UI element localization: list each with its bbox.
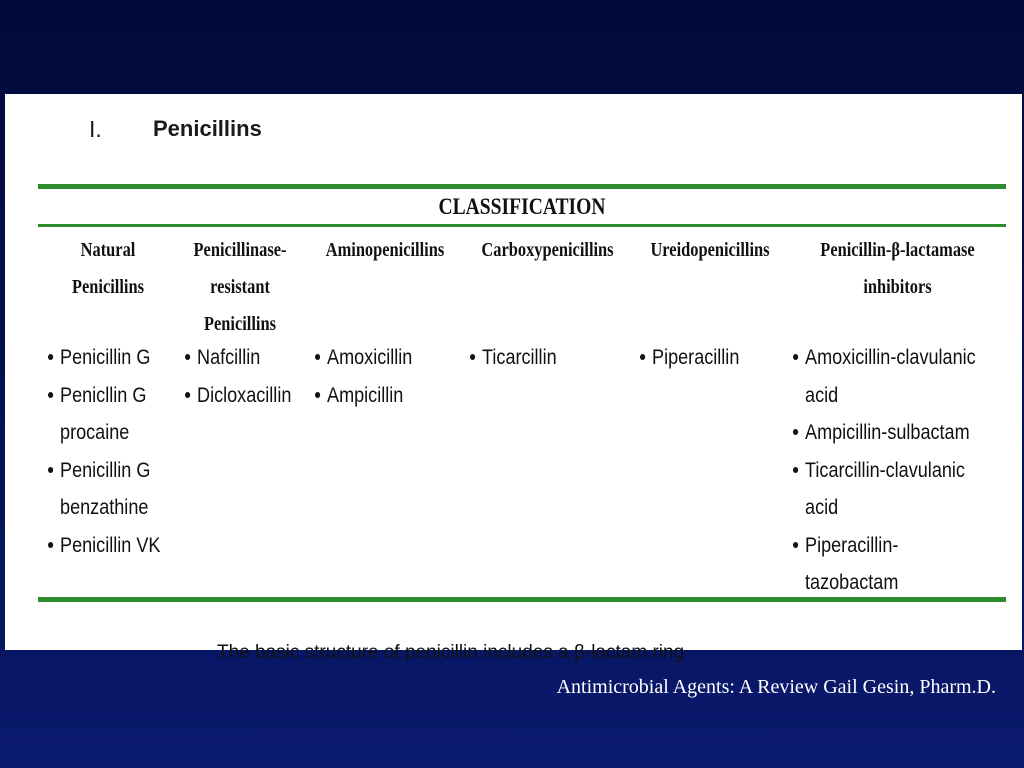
aminopenicillins-list <box>315 339 412 414</box>
column-header-carboxypenicillins: Carboxypenicillins <box>481 239 614 261</box>
list-item: Penicllin G procaine <box>48 377 160 452</box>
list-item: Penicillin G benzathine <box>48 452 160 527</box>
column-header-beta-lactamase-inhibitors: Penicillin-β-lactamase inhibitors <box>820 239 975 298</box>
cut-off-text: The basic structure of penicillin includes a β-lactam ring <box>217 642 685 663</box>
section-number: I. <box>89 116 102 142</box>
section-title: Penicillins <box>153 116 262 141</box>
classification-heading: CLASSIFICATION <box>438 194 606 219</box>
list-item: Amoxicillin-clavulanic acid <box>793 339 976 414</box>
ureidopenicillins-list <box>640 339 739 377</box>
list-item: Ticarcillin-clavulanic acid <box>793 452 976 527</box>
list-item: Ticarcillin <box>470 339 557 377</box>
column-header-aminopenicillins: Aminopenicillins <box>325 239 445 261</box>
list-item: Piperacillin <box>640 339 739 377</box>
list-item: Piperacillin- tazobactam <box>793 527 976 602</box>
list-item: Dicloxacillin <box>185 377 291 415</box>
header-rule <box>38 224 1006 227</box>
column-header-natural: Natural Penicillins <box>71 239 144 298</box>
beta-lactamase-inhibitors-list <box>793 339 976 602</box>
list-item: Amoxicillin <box>315 339 412 377</box>
natural-penicillins-list <box>48 339 160 564</box>
bottom-rule <box>38 597 1006 602</box>
list-item: Penicillin VK <box>48 527 160 565</box>
penicillinase-resistant-list <box>185 339 291 414</box>
list-item: Nafcillin <box>185 339 291 377</box>
carboxypenicillins-list <box>470 339 557 377</box>
top-rule <box>38 184 1006 189</box>
slide-image <box>5 94 1022 663</box>
list-item: Ampicillin <box>315 377 412 415</box>
list-item: Ampicillin-sulbactam <box>793 414 976 452</box>
column-header-ureidopenicillins: Ureidopenicillins <box>650 239 770 261</box>
list-item: Penicillin G <box>48 339 160 377</box>
column-header-penicillinase-resistant: Penicillinase- resistant Penicillins <box>193 239 287 335</box>
slide-caption: Antimicrobial Agents: A Review Gail Gesin, Pharm.D. <box>556 676 996 698</box>
